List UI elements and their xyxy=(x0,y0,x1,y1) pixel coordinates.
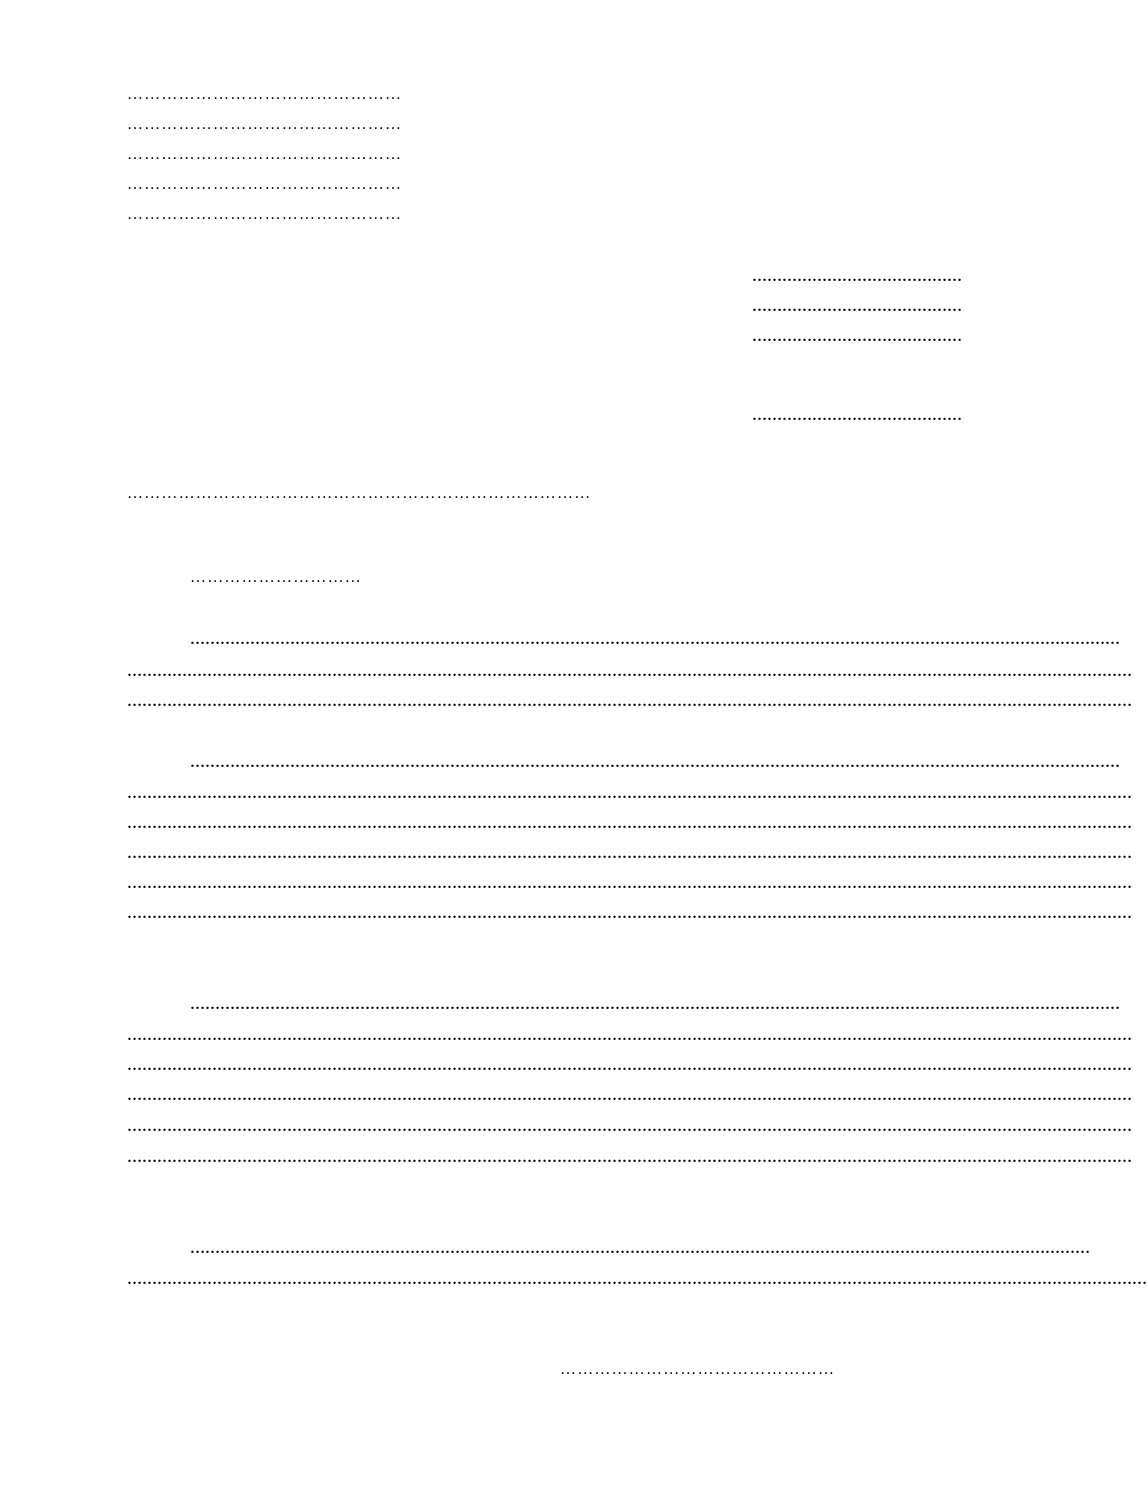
paragraph-line: ………………………………………………………………………………………………………………………………………………………………………………… xyxy=(127,846,1132,862)
paragraph-line: …………………………………………………………………………………………………………………………………………………………………………………… xyxy=(127,1272,1147,1288)
sender-line: ………………………………………… xyxy=(127,206,403,223)
paragraph-line: ………………………………………………………………………………………………………………………………………………………………………………… xyxy=(127,786,1132,802)
paragraph-line: …………………………………………………………………………………………………………………………………………………………………… xyxy=(190,632,1120,648)
paragraph-line: ………………………………………………………………………………………………………………………………………………………………………………… xyxy=(127,876,1132,892)
paragraph-line: …………………………………………………………………………………………………………………………………………………………………… xyxy=(190,997,1120,1013)
paragraph-line: ………………………………………………………………………………………………………………………………………………………………………………… xyxy=(127,1058,1132,1074)
paragraph-line: ………………………………………………………………………………………………………………………………………………………………………………… xyxy=(127,1028,1132,1044)
recipient-line: …………………………………… xyxy=(752,329,962,345)
paragraph-line: …………………………………………………………………………………………………………………………………………………………………… xyxy=(190,755,1120,771)
date-line: …………………………………… xyxy=(752,408,962,424)
recipient-line: …………………………………… xyxy=(752,299,962,315)
sender-line: ………………………………………… xyxy=(127,176,403,193)
salutation-line: ………………………… xyxy=(190,569,362,586)
signature-line: ………………………………………… xyxy=(560,1361,836,1378)
paragraph-line: ………………………………………………………………………………………………………………………………………………………………………………… xyxy=(127,1119,1132,1135)
paragraph-line: ………………………………………………………………………………………………………………………………………………………………………………… xyxy=(127,906,1132,922)
paragraph-line: ………………………………………………………………………………………………………………………………………………………………………………… xyxy=(127,1150,1132,1166)
paragraph-line: ………………………………………………………………………………………………………………………………………………………………………………… xyxy=(127,664,1132,680)
sender-line: ………………………………………… xyxy=(127,86,403,103)
paragraph-line: ………………………………………………………………………………………………………………………………………………………………………………… xyxy=(127,1088,1132,1104)
sender-line: ………………………………………… xyxy=(127,146,403,163)
paragraph-line: ………………………………………………………………………………………………………………………………………………………………………………… xyxy=(127,816,1132,832)
paragraph-line: ……………………………………………………………………………………………………………………………………………………………… xyxy=(190,1241,1090,1257)
sender-line: ………………………………………… xyxy=(127,116,403,133)
recipient-line: …………………………………… xyxy=(752,269,962,285)
paragraph-line: ………………………………………………………………………………………………………………………………………………………………………………… xyxy=(127,694,1132,710)
subject-line: ……………………………………………………………………… xyxy=(127,485,592,502)
